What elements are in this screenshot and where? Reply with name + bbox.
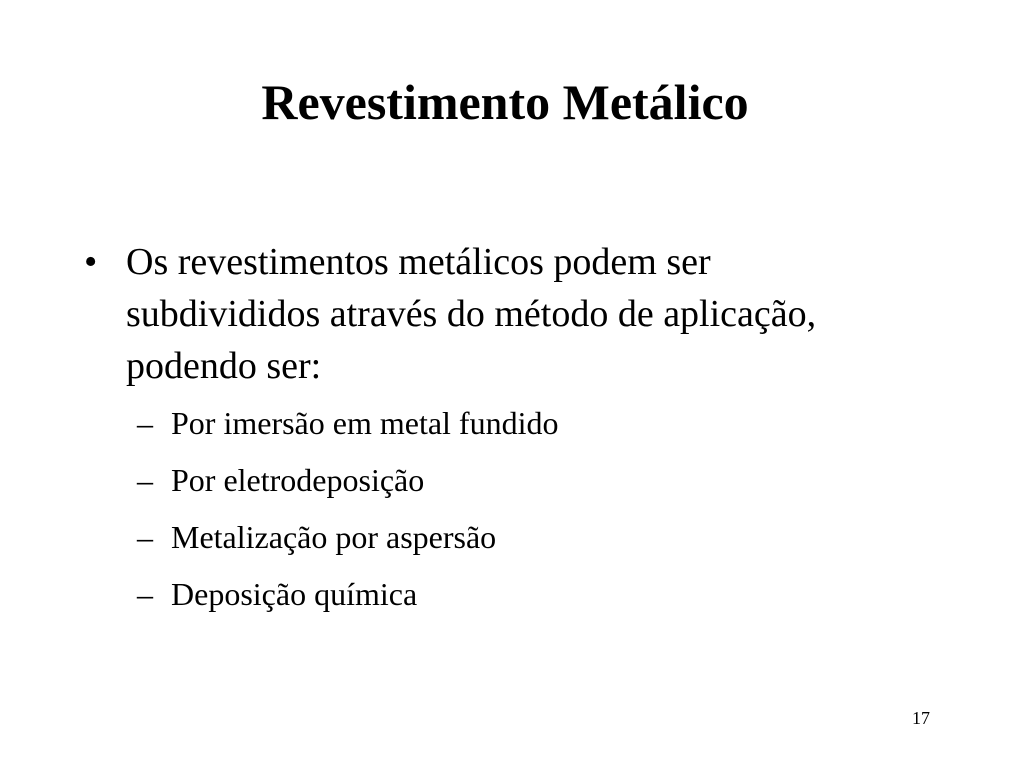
subitem-list [137, 404, 837, 632]
subitem [137, 461, 837, 499]
subitem-text: Deposição química [171, 576, 418, 612]
dash-marker: – [137, 519, 153, 555]
page-number: 17 [912, 708, 930, 728]
subitem [137, 404, 837, 442]
dash-marker: – [137, 405, 153, 441]
subitem [137, 575, 837, 613]
dash-marker: – [137, 576, 153, 612]
subitem-text: Por imersão em metal fundido [171, 405, 559, 441]
subitem [137, 518, 837, 556]
bullet-text: Os revestimentos metálicos podem ser subdivididos através do método de aplicação, podendo ser: [126, 241, 817, 387]
subitem-text: Metalização por aspersão [171, 519, 497, 555]
dash-marker: – [137, 462, 153, 498]
bullet-marker: • [84, 241, 98, 283]
subitem-text: Por eletrodeposição [171, 462, 425, 498]
slide-title: Revestimento Metálico [261, 74, 749, 130]
main-bullet [84, 236, 864, 392]
